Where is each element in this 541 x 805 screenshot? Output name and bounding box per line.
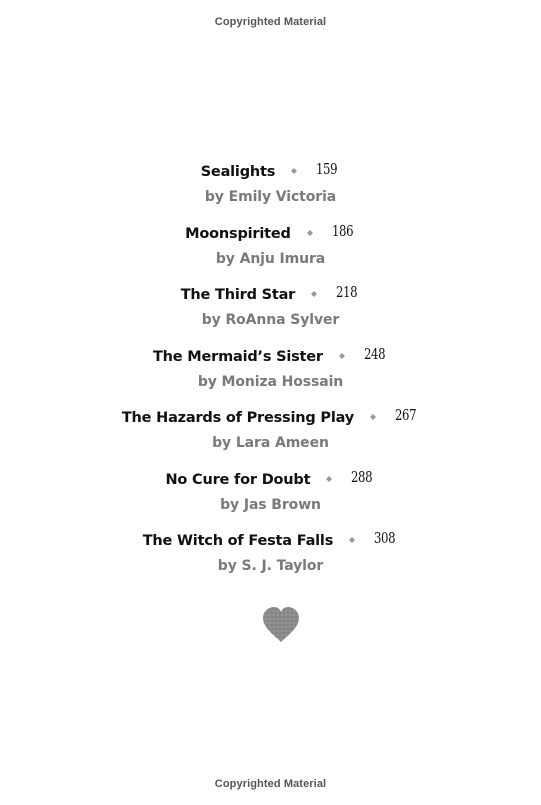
heart-icon [261,606,301,644]
diamond-separator-icon [349,537,355,543]
header-copyright: Copyrighted Material [214,16,327,28]
story-author: by RoAnna Sylver [201,312,340,328]
diamond-separator-icon [291,168,297,174]
story-author: by Emily Victoria [204,189,337,205]
page-number: 267 [394,406,417,424]
diamond-separator-icon [339,353,345,359]
toc-entry [0,220,541,282]
diamond-separator-icon [307,230,313,236]
toc-title-line [0,158,541,186]
story-title: No Cure for Doubt [165,471,311,488]
toc-entry [0,527,541,589]
toc-title-line [0,343,541,371]
story-title: The Third Star [180,287,296,303]
toc-title-line [0,404,541,432]
page-number: 218 [336,283,358,301]
toc-entry [0,466,541,528]
story-author: by Jas Brown [220,496,321,513]
story-title: The Witch of Festa Falls [142,533,334,549]
toc-title-line [0,466,541,494]
diamond-separator-icon [311,291,317,297]
story-title: The Mermaid’s Sister [152,348,323,365]
toc-entry [0,343,541,405]
toc-entry [0,158,541,220]
page-number: 288 [351,467,373,486]
story-author: by Moniza Hossain [197,373,344,390]
toc-title-line [0,220,541,248]
toc-title-line [0,281,541,309]
toc-entry [0,281,541,343]
page-number: 186 [331,221,353,240]
table-of-contents [0,158,541,589]
diamond-separator-icon [326,476,332,482]
story-author: by S. J. Taylor [217,558,324,574]
toc-entry [0,404,541,466]
toc-title-line [0,527,541,555]
story-title: Sealights [200,164,276,180]
page-number: 308 [374,529,396,547]
diamond-separator-icon [370,414,376,420]
page-number: 159 [316,160,338,178]
story-title: Moonspirited [185,225,291,242]
footer-copyright: Copyrighted Material [214,778,327,790]
story-author: by Lara Ameen [212,435,329,451]
story-title: The Hazards of Pressing Play [121,410,354,426]
page-number: 248 [363,344,386,363]
story-author: by Anju Imura [215,250,326,267]
